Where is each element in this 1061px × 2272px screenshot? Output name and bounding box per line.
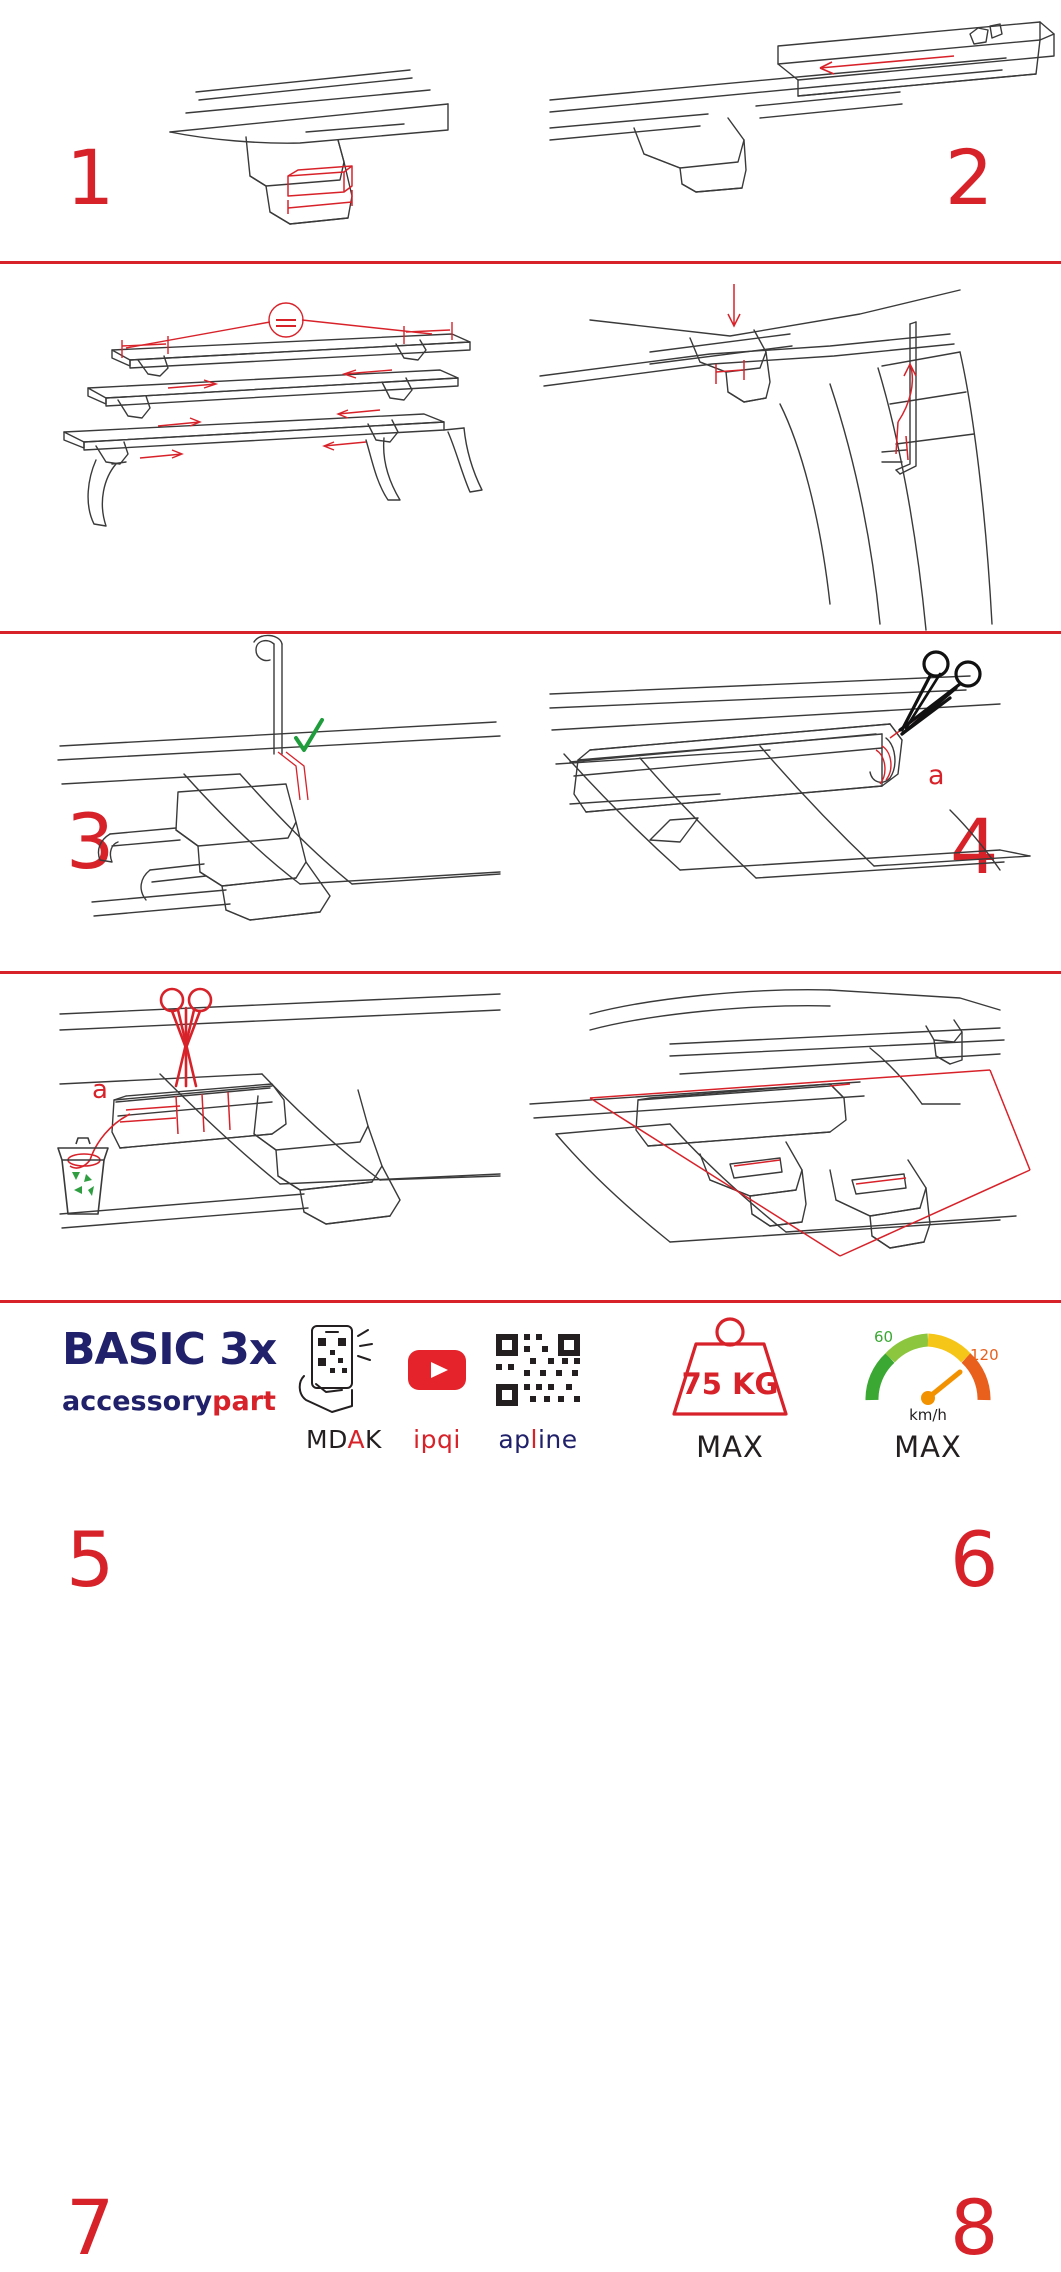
brand-sub-first: accessory — [62, 1386, 213, 1417]
gauge-max-tick: 120 — [970, 1346, 999, 1364]
apline-caption-last: ine — [537, 1425, 578, 1454]
logo-apline — [478, 1320, 598, 1454]
speedometer-icon — [838, 1310, 1018, 1425]
max-load-block — [640, 1310, 820, 1464]
brand-subtitle — [62, 1388, 292, 1415]
step-number-1: 1 — [66, 133, 114, 222]
weight-value: 75 KG — [681, 1367, 779, 1401]
mdak-caption-first: MD — [306, 1425, 348, 1454]
max-load-caption: MAX — [696, 1430, 764, 1464]
step-panel-1 — [0, 0, 530, 261]
step-3-illustration — [0, 264, 530, 631]
footer — [0, 1300, 1061, 1500]
gauge-min-tick: 60 — [874, 1328, 894, 1346]
mdak-caption-mark: A — [347, 1425, 366, 1454]
step-panel-4 — [530, 264, 1061, 891]
logo-ipqi-caption: ipqi — [413, 1425, 461, 1454]
brand-block — [62, 1324, 292, 1417]
brand-title-suffix: x — [248, 1324, 277, 1375]
brand-sub-second: part — [212, 1386, 276, 1417]
step-4-illustration — [530, 264, 1061, 631]
step-number-5: 5 — [66, 1515, 114, 1604]
apline-caption-mark: l — [530, 1425, 538, 1454]
apline-caption-first: ap — [498, 1425, 531, 1454]
gauge-unit: km/h — [909, 1406, 947, 1424]
weight-icon — [640, 1310, 820, 1425]
logo-apline-caption — [478, 1425, 598, 1454]
step-7-illustration — [0, 974, 530, 1300]
max-speed-caption: MAX — [894, 1430, 962, 1464]
max-speed-block — [838, 1310, 1018, 1464]
step-8-illustration — [530, 974, 1061, 1300]
step-number-2: 2 — [945, 133, 993, 222]
youtube-icon[interactable] — [392, 1320, 482, 1420]
phone-qr-icon — [286, 1320, 402, 1420]
step-5-illustration — [0, 634, 530, 971]
logo-mdak-caption — [286, 1425, 402, 1454]
step-number-3: 3 — [66, 797, 114, 886]
brand-title-main: BASIC 3 — [62, 1324, 249, 1375]
step-6-label-a: a — [928, 760, 945, 791]
brand-title — [62, 1324, 292, 1375]
step-number-6: 6 — [950, 1515, 998, 1604]
step-6-illustration — [530, 634, 1061, 971]
step-7-label-a: a — [92, 1075, 108, 1105]
logo-ipqi — [392, 1320, 482, 1454]
step-number-8: 8 — [950, 2183, 998, 2272]
mdak-caption-last: K — [365, 1425, 382, 1454]
logo-mdak — [286, 1320, 402, 1454]
step-number-7: 7 — [66, 2183, 114, 2272]
step-panel-2 — [530, 0, 1061, 261]
step-number-4: 4 — [950, 802, 998, 891]
qr-code-icon[interactable] — [478, 1320, 598, 1420]
step-panel-3 — [0, 264, 530, 886]
